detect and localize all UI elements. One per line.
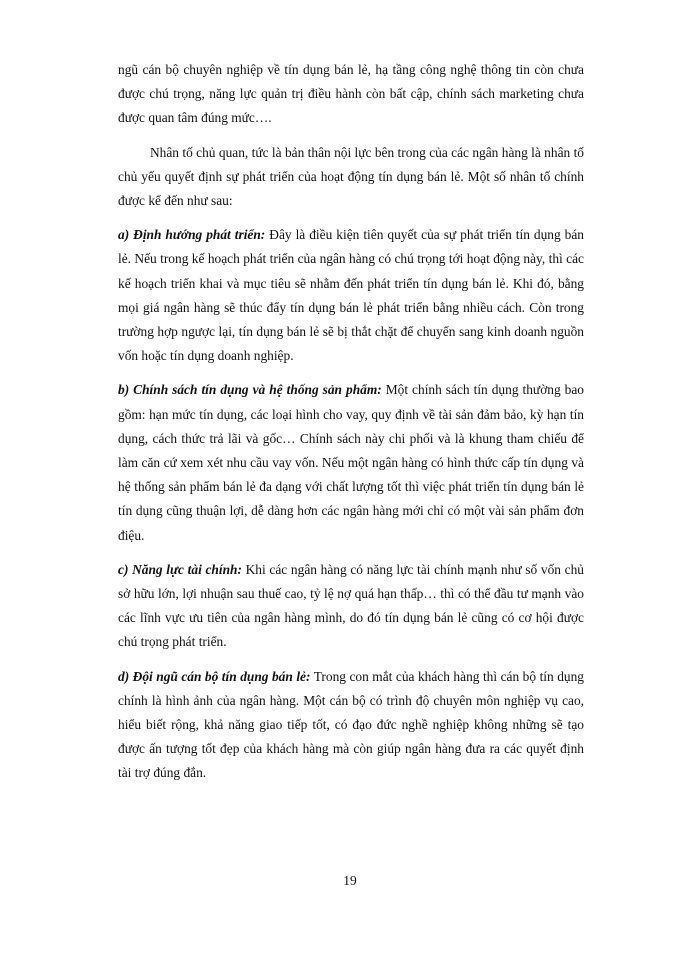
paragraph-heading: b) Chính sách tín dụng và hệ thống sản phẩm: <box>118 382 382 398</box>
page-number: 19 <box>343 873 357 888</box>
paragraph-text: Đây là điều kiện tiên quyết của sự phát triển tín dụng bán lẻ. Nếu trong kế hoạch phát triển của ngân hàng có chú trọng tới hoạt động này, thì các kế hoạch triển khai và mục tiêu sẽ nhằm đến phát triển tín dụng bán lẻ. Khi đó, bằng mọi giá ngân hàng sẽ thúc đẩy tín dụng bán lẻ phát triển bằng nhiều cách. Còn trong trường hợp ngược lại, tín dụng bán lẻ sẽ bị thắt chặt để chuyển sang kinh doanh nguồn vốn hoặc tín dụng doanh nghiệp. <box>118 227 584 364</box>
paragraph-development-orientation <box>118 223 584 368</box>
paragraph-heading: d) Đội ngũ cán bộ tín dụng bán lẻ: <box>118 668 311 684</box>
paragraph-credit-policy <box>118 378 584 547</box>
paragraph-text: Khi các ngân hàng có năng lực tài chính mạnh như số vốn chủ sở hữu lớn, lợi nhuận sau thuế cao, tỷ lệ nợ quá hạn thấp… thì có thể đầu tư mạnh vào các lĩnh vực ưu tiên của ngân hàng mình, do đó tín dụng bán lẻ cũng có cơ hội được chú trọng phát triển. <box>118 561 584 650</box>
paragraph-heading: a) Định hướng phát triển: <box>118 227 266 243</box>
body-text <box>118 58 584 796</box>
paragraph-staff <box>118 665 584 786</box>
paragraph-subjective-factors <box>118 141 584 214</box>
paragraph-text: Một chính sách tín dụng thường bao gồm: hạn mức tín dụng, các loại hình cho vay, quy định về tài sản đảm bảo, kỳ hạn tín dụng, cách thức trả lãi và gốc… Chính sách này chi phối và là khung tham chiếu để làm căn cứ xem xét nhu cầu vay vốn. Nếu một ngân hàng có hình thức cấp tín dụng và hệ thống sản phẩm bán lẻ đa dạng với chất lượng tốt thì việc phát triển tín dụng bán lẻ tín dụng cũng thuận lợi, dễ dàng hơn các ngân hàng mới chỉ có một vài sản phẩm đơn điệu. <box>118 382 584 543</box>
paragraph-text: ngũ cán bộ chuyên nghiệp về tín dụng bán lẻ, hạ tầng công nghệ thông tin còn chưa được chú trọng, năng lực quản trị điều hành còn bất cập, chính sách marketing chưa được quan tâm đúng mức…. <box>118 62 584 126</box>
paragraph-financial-capacity <box>118 558 584 655</box>
paragraph-text: Nhân tố chủ quan, tức là bản thân nội lực bên trong của các ngân hàng là nhân tố chủ yếu quyết định sự phát triển của hoạt động tín dụng bán lẻ. Một số nhân tố chính được kể đến như sau: <box>118 144 584 209</box>
paragraph-text: Trong con mắt của khách hàng thì cán bộ tín dụng chính là hình ảnh của ngân hàng. Một cán bộ có trình độ chuyên môn nghiệp vụ cao, hiểu biết rộng, khả năng giao tiếp tốt, có đạo đức nghề nghiệp không những sẽ tạo được ấn tượng tốt đẹp của khách hàng mà còn giúp ngân hàng đưa ra các quyết định tài trợ đúng đắn. <box>118 668 584 781</box>
paragraph-continuation <box>118 58 584 131</box>
paragraph-heading: c) Năng lực tài chính: <box>118 561 242 577</box>
